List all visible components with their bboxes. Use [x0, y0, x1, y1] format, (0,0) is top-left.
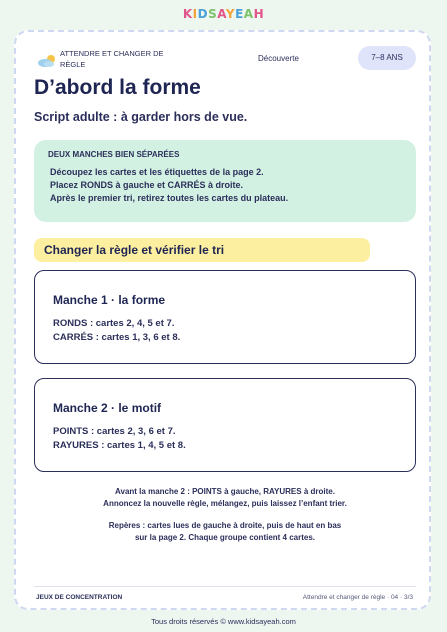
round-card-2 — [34, 378, 416, 472]
round-line: POINTS : cartes 2, 3, 6 et 7. — [53, 426, 176, 437]
brand-logo: KIDSAYEAH — [182, 7, 265, 21]
worksheet-page — [14, 30, 431, 610]
footer-divider — [34, 586, 416, 587]
instructions-box — [34, 140, 416, 222]
page-subtitle: Script adulte : à garder hors de vue. — [34, 110, 248, 124]
note-rule-change — [34, 486, 416, 510]
note-line: sur la page 2. Chaque groupe contient 4 cartes. — [134, 533, 316, 542]
round-title: Manche 2 · le motif — [53, 401, 162, 415]
footer-category: JEUX DE CONCENTRATION — [36, 594, 123, 601]
age-badge: 7–8 ANS — [358, 46, 416, 70]
header-mode: Découverte — [258, 54, 299, 63]
instructions-title: DEUX MANCHES BIEN SÉPARÉES — [48, 150, 180, 159]
note-landmarks — [34, 520, 416, 544]
instruction-item: Placez RONDS à gauche et CARRÉS à droite. — [50, 180, 244, 190]
note-line: Annoncez la nouvelle règle, mélangez, puis laissez l’enfant trier. — [103, 499, 347, 508]
page-title: D’abord la forme — [34, 76, 201, 99]
instruction-item: Découpez les cartes et les étiquettes de la page 2. — [50, 167, 264, 177]
cloud-sun-icon — [36, 54, 58, 68]
section-banner: Changer la règle et vérifier le tri — [34, 238, 370, 262]
round-card-1 — [34, 270, 416, 364]
instruction-item: Après le premier tri, retirez toutes les cartes du plateau. — [50, 193, 289, 203]
instructions-list — [50, 166, 288, 205]
note-line: Avant la manche 2 : POINTS à gauche, RAYURES à droite. — [115, 487, 335, 496]
round-line: RONDS : cartes 2, 4, 5 et 7. — [53, 318, 175, 329]
round-line: CARRÉS : cartes 1, 3, 6 et 8. — [53, 332, 181, 343]
footer-page-info: Attendre et changer de règle · 04 · 3/3 — [302, 594, 413, 601]
copyright: Tous droits réservés © www.kidsayeah.com — [151, 617, 296, 626]
round-title: Manche 1 · la forme — [53, 293, 166, 307]
header-topic: ATTENDRE ET CHANGER DE RÈGLE — [60, 49, 164, 69]
round-line: RAYURES : cartes 1, 4, 5 et 8. — [53, 440, 186, 451]
note-line: Repères : cartes lues de gauche à droite, puis de haut en bas — [108, 521, 342, 530]
